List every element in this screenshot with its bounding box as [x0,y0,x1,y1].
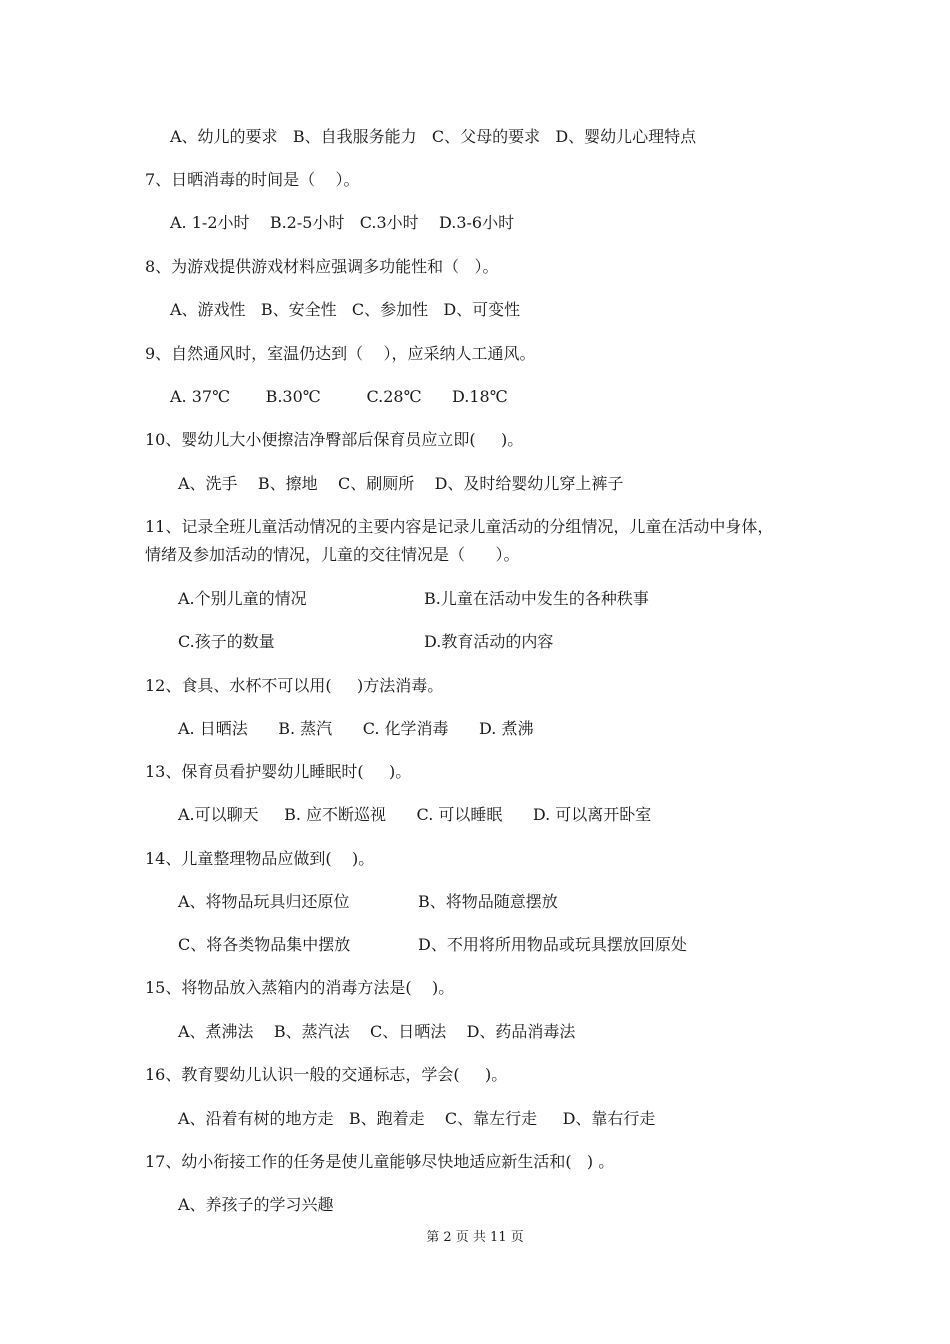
q14-option-d: D、不用将所用物品或玩具摆放回原处 [418,935,687,954]
q11-option-c: C.孩子的数量 [178,632,275,651]
q12-stem: 12、食具、水杯不可以用( )方法消毒。 [145,676,444,695]
q17-stem: 17、幼小衔接工作的任务是使儿童能够尽快地适应新生活和( ) 。 [145,1152,615,1171]
q8-stem: 8、为游戏提供游戏材料应强调多功能性和（ ）。 [145,257,499,276]
q14-option-c: C、将各类物品集中摆放 [178,935,351,954]
q10-stem: 10、婴幼儿大小便擦洁净臀部后保育员应立即( )。 [145,430,524,449]
q13-stem: 13、保育员看护婴幼儿睡眠时( )。 [145,762,412,781]
q14-stem: 14、儿童整理物品应做到( )。 [145,849,375,868]
q15-options: A、煮沸法 B、蒸汽法 C、日晒法 D、药品消毒法 [178,1022,576,1041]
q11-option-d: D.教育活动的内容 [424,632,554,651]
q6-options: A、幼儿的要求 B、自我服务能力 C、父母的要求 D、婴幼儿心理特点 [170,127,697,146]
q7-options: A. 1-2小时 B.2-5小时 C.3小时 D.3-6小时 [170,213,515,232]
q11-option-b: B.儿童在活动中发生的各种秩事 [424,589,649,608]
q16-options: A、沿着有树的地方走 B、跑着走 C、靠左行走 D、靠右行走 [178,1109,656,1128]
q11-option-a: A.个别儿童的情况 [178,589,307,608]
q11-stem-line1: 11、记录全班儿童活动情况的主要内容是记录儿童活动的分组情况，儿童在活动中身体， [145,517,774,536]
q17-option-a: A、养孩子的学习兴趣 [178,1195,334,1214]
page-footer: 第 2 页 共 11 页 [426,1230,524,1245]
q12-options: A. 日晒法 B. 蒸汽 C. 化学消毒 D. 煮沸 [178,719,534,738]
q8-options: A、游戏性 B、安全性 C、参加性 D、可变性 [170,300,521,319]
q10-options: A、洗手 B、擦地 C、刷厕所 D、及时给婴幼儿穿上裤子 [178,474,624,493]
q7-stem: 7、日晒消毒的时间是（ ）。 [145,170,360,189]
q9-stem: 9、自然通风时，室温仍达到（ ），应采纳人工通风。 [145,344,536,363]
q11-stem-line2: 情绪及参加活动的情况，儿童的交往情况是（ ）。 [145,545,520,564]
q14-option-b: B、将物品随意摆放 [418,892,558,911]
q14-option-a: A、将物品玩具归还原位 [178,892,350,911]
q15-stem: 15、将物品放入蒸箱内的消毒方法是( )。 [145,978,455,997]
q9-options: A. 37℃ B.30℃ C.28℃ D.18℃ [170,387,508,406]
q13-options: A.可以聊天 B. 应不断巡视 C. 可以睡眠 D. 可以离开卧室 [178,805,652,824]
q16-stem: 16、教育婴幼儿认识一般的交通标志，学会( )。 [145,1065,508,1084]
